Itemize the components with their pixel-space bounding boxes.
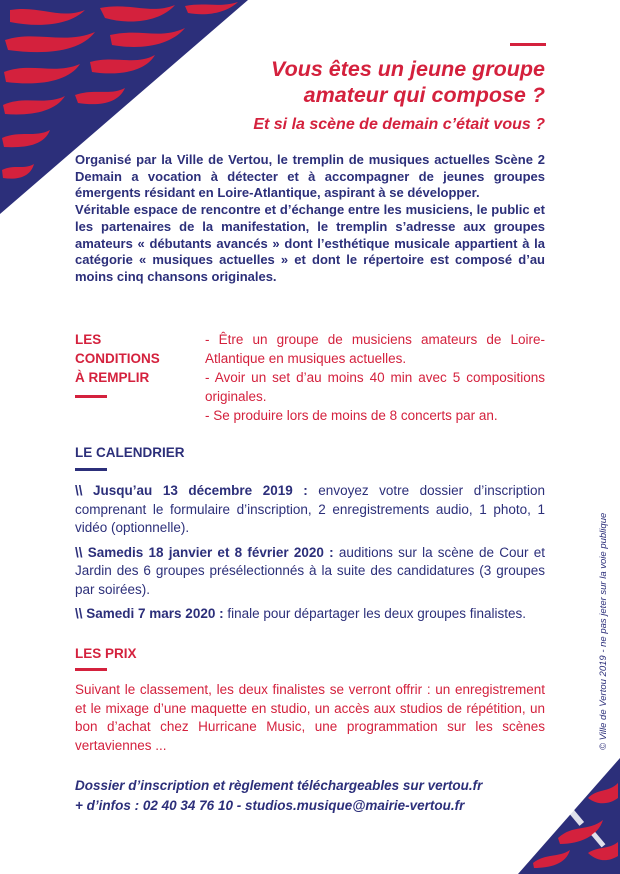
conditions-rule [75, 395, 107, 398]
conditions-heading-line-2: CONDITIONS [75, 351, 160, 366]
calendar-rule [75, 468, 107, 471]
intro-paragraph-1: Organisé par la Ville de Vertou, le tremplin de musiques actuelles Scène 2 Demain a vocation à détecter et à accompagner de jeunes groupes émergents résidant en Loire-Atlantique, aspirant à se développer. [75, 152, 545, 201]
conditions-heading-line-3: À REMPLIR [75, 370, 150, 385]
calendar-entry [75, 482, 545, 538]
calendar-text: auditions sur la scène de Cour et Jardin des 6 groupes présélectionnés à la suite des candidatures (3 groupes par soirées). [75, 544, 545, 597]
title-accent-rule [510, 43, 546, 46]
conditions-heading [75, 330, 160, 387]
calendar-entry [75, 544, 545, 600]
calendar-date: \\ Samedis 18 janvier et 8 février 2020 : [75, 544, 334, 560]
prizes-rule [75, 668, 107, 671]
conditions-heading-line-1: LES [75, 332, 102, 347]
condition-item: - Avoir un set d’au moins 40 min avec 5 compositions originales. [205, 370, 545, 404]
prizes-heading: LES PRIX [75, 646, 137, 661]
page-title [205, 56, 545, 108]
title-line-2: amateur qui compose ? [303, 83, 545, 107]
calendar-entry [75, 605, 545, 624]
condition-item: - Être un groupe de musiciens amateurs de Loire- Atlantique en musiques actuelles. [205, 332, 545, 366]
condition-item: - Se produire lors de moins de 8 concerts par an. [205, 408, 498, 423]
title-line-1: Vous êtes un jeune groupe [271, 57, 545, 81]
intro-paragraph-2: Véritable espace de rencontre et d’échange entre les musiciens, le public et les partenaires de la manifestation, le tremplin s’adresse aux groupes amateurs « débutants avancés » dont l’esthétique musicale appartient à la catégorie « musiques actuelles » et dont le répertoire est composé d’au moins cinq chansons originales. [75, 202, 545, 284]
footer-line-2: + d’infos : 02 40 34 76 10 - studios.musique@mairie-vertou.fr [75, 798, 465, 813]
intro-text [75, 152, 545, 286]
calendar-text: envoyez votre dossier d’inscription comprenant le formulaire d’inscription, 2 enregistrements audio, 1 photo, 1 vidéo (optionnelle). [75, 483, 545, 535]
footer-info [75, 776, 545, 816]
calendar-list [75, 482, 545, 630]
conditions-list [205, 330, 545, 425]
calendar-text: finale pour départager les deux groupes finalistes. [223, 606, 527, 621]
page-subtitle: Et si la scène de demain c’était vous ? [253, 116, 545, 133]
prizes-text: Suivant le classement, les deux finalistes se verront offrir : un enregistrement et le mixage d’une maquette en studio, un accès aux studios de répétition, un bon d’achat chez Hurricane Music, une programmation sur les scènes vertaviennes ... [75, 682, 545, 753]
calendar-heading: LE CALENDRIER [75, 445, 185, 460]
calendar-date: \\ Samedi 7 mars 2020 : [75, 606, 224, 621]
copyright-credit: © Ville de Vertou 2019 - ne pas jeter sur la voie publique [598, 512, 609, 750]
calendar-date: \\ Jusqu’au 13 décembre 2019 : [75, 483, 308, 498]
footer-line-1: Dossier d’inscription et règlement téléchargeables sur vertou.fr [75, 778, 483, 793]
